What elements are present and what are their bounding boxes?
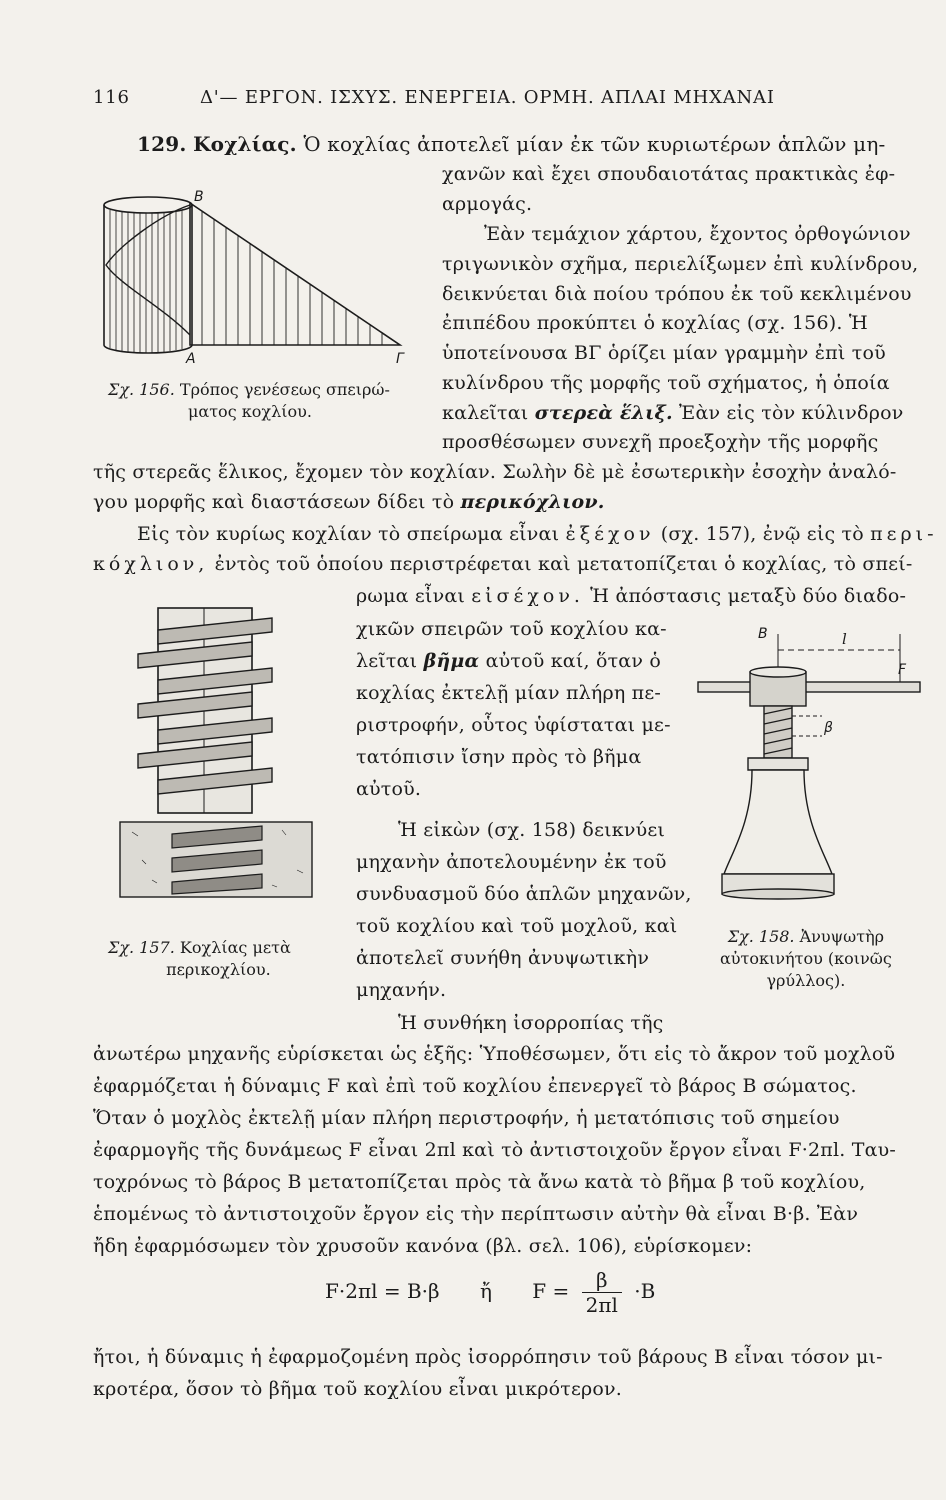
para5-line-2: ἀνωτέρω μηχανῆς εὑρίσκεται ὡς ἑξῆς: Ὑποθέσωμεν, ὅτι εἰς τὸ ἄκρον τοῦ μοχλοῦ [93, 1043, 896, 1065]
para5-line-8: ἤδη ἐφαρμόσωμεν τὸν χρυσοῦν κανόνα (βλ. σελ. 106), εὑρίσκομεν: [93, 1235, 753, 1257]
fig157-caption [108, 937, 291, 981]
term-internal: εἰσέχον. [471, 585, 584, 607]
fig158-label-l: l [842, 630, 847, 648]
para3-line-2 [93, 552, 913, 576]
para4-line-3: συνδυασμοῦ δύο ἁπλῶν μηχανῶν, [356, 883, 692, 905]
formula-denominator: 2πl [585, 1293, 618, 1317]
fig158-cap-num: Σχ. 158. [727, 927, 795, 946]
section-heading [137, 132, 886, 156]
para5-line-6: τοχρόνως τὸ βάρος Β μετατοπίζεται πρὸς τὰ ἄνω κατὰ τὸ βῆμα β τοῦ κοχλίου, [93, 1171, 866, 1193]
fig156-label-a: Α [186, 351, 196, 367]
para3-line-4: χικῶν σπειρῶν τοῦ κοχλίου κα- [356, 618, 667, 640]
text: αὐτοῦ καί, ὅταν ὁ [485, 650, 661, 672]
formula-conj: ἤ [479, 1279, 492, 1303]
formula-numerator: β [582, 1268, 622, 1293]
fig158-label-beta: β [824, 720, 833, 736]
text-analogou: γου μορφῆς καὶ διαστάσεων δίδει τὸ [93, 491, 455, 513]
para2-line-6: κυλίνδρου τῆς μορφῆς τοῦ σχήματος, ἡ ὁποία [442, 372, 890, 394]
para6-line-1: ἤτοι, ἡ δύναμις ἡ ἐφαρμοζομένη πρὸς ἰσορρόπησιν τοῦ βάρους Β εἶναι τόσον μι- [93, 1346, 883, 1368]
fig157-cap-l1: Κοχλίας μετὰ [179, 938, 291, 957]
para2-line-9: τῆς στερεᾶς ἕλικος, ἔχομεν τὸν κοχλίαν. Σωλὴν δὲ μὲ ἐσωτερικὴν ἐσοχὴν ἀναλό- [93, 461, 897, 483]
para3-line-8: τατόπισιν ἴσην πρὸς τὸ βῆμα [356, 746, 642, 768]
figure-158 [692, 612, 932, 922]
para1-line-3: αρμογάς. [442, 193, 533, 215]
para1-line-1: Ὁ κοχλίας ἀποτελεῖ μίαν ἐκ τῶν κυριωτέρων ἁπλῶν μη- [303, 132, 886, 156]
section-number: 129. [137, 132, 187, 156]
section-title: Κοχλίας. [193, 132, 297, 156]
para5-line-5: ἐφαρμογῆς τῆς δυνάμεως F εἶναι 2πl καὶ τὸ ἀντιστοιχοῦν ἔργον εἶναι F·2πl. Ταυ- [93, 1139, 897, 1161]
para3-line-3 [356, 584, 906, 608]
text: ἐντὸς τοῦ ὁποίου περιστρέφεται καὶ μετατοπίζεται ὁ κοχλίας, τὸ σπεί- [214, 553, 913, 575]
para1-line-2: χανῶν καὶ ἔχει σπουδαιοτάτας πρακτικὰς ἐφ- [442, 163, 896, 185]
fig158-cap-l3: γρύλλος). [766, 971, 846, 990]
fig156-cap-l1: Τρόπος γενέσεως σπειρώ- [179, 380, 390, 399]
para4-line-2: μηχανὴν ἀποτελουμένην ἐκ τοῦ [356, 851, 667, 873]
fig158-label-b: Β [758, 626, 768, 642]
para3-line-7: ριστροφήν, οὗτος ὑφίσταται με- [356, 714, 671, 736]
para5-line-7: ἑπομένως τὸ ἀντιστοιχοῦν ἔργον εἰς τὴν περίπτωσιν αὐτὴν θὰ εἶναι Β·β. Ἐὰν [93, 1203, 859, 1225]
text: Ἡ ἀπόστασις μεταξὺ δύο διαδο- [590, 585, 907, 607]
term-pitch: βῆμα [423, 650, 480, 672]
term-nut-spaced-cont: κόχλιον, [93, 553, 209, 575]
formula-fraction [582, 1268, 622, 1317]
para3-line-5 [356, 649, 661, 673]
text: Εἰς τὸν κυρίως κοχλίαν τὸ σπείρωμα εἶναι [137, 523, 560, 545]
text-ean: Ἐὰν εἰς τὸν κύλινδρον [679, 402, 904, 424]
fig156-label-g: Γ [396, 351, 404, 367]
para2-line-10 [93, 490, 605, 514]
para5-line-3: ἐφαρμόζεται ἡ δύναμις F καὶ ἐπὶ τοῦ κοχλίου ἐπενεργεῖ τὸ βάρος Β σώματος. [93, 1075, 857, 1097]
term-nut-spaced: περι- [870, 523, 938, 545]
para2-line-1: Ἐὰν τεμάχιον χάρτου, ἔχοντος ὀρθογώνιον [484, 223, 911, 245]
figure-157 [112, 600, 322, 910]
para5-line-4: Ὅταν ὁ μοχλὸς ἐκτελῇ μίαν πλήρη περιστροφήν, ἡ μετατόπισις τοῦ σημείου [93, 1107, 840, 1129]
text-kaleitai: καλεῖται [442, 402, 529, 424]
fig158-cap-l2: αὐτοκινήτου (κοινῶς [720, 949, 892, 968]
text: ρωμα εἶναι [356, 585, 466, 607]
text: λεῖται [356, 650, 418, 672]
para6-line-2: κροτέρα, ὅσον τὸ βῆμα τοῦ κοχλίου εἶναι μικρότερον. [93, 1378, 623, 1400]
para5-line-1: Ἡ συνθήκη ἰσορροπίας τῆς [398, 1012, 664, 1034]
fig158-caption [720, 926, 892, 992]
fig156-cap-l2: ματος κοχλίου. [188, 402, 312, 421]
para4-line-4: τοῦ κοχλίου καὶ τοῦ μοχλοῦ, καὶ [356, 915, 678, 937]
para2-line-7 [442, 401, 903, 425]
para4-line-1: Ἡ εἰκὼν (σχ. 158) δεικνύει [398, 819, 666, 841]
fig156-caption [108, 379, 390, 423]
para4-line-6: μηχανήν. [356, 979, 447, 1001]
para2-line-2: τριγωνικὸν σχῆμα, περιελίξωμεν ἐπὶ κυλίνδρου, [442, 253, 919, 275]
para2-line-8: προσθέσωμεν συνεχῆ προεξοχὴν τῆς μορφῆς [442, 431, 879, 453]
para2-line-5: ὑποτείνουσα ΒΓ ὁρίζει μίαν γραμμὴν ἐπὶ τοῦ [442, 342, 886, 364]
fig157-cap-l2: περικοχλίου. [166, 960, 271, 979]
formula [325, 1268, 655, 1317]
para2-line-4: ἐπιπέδου προκύπτει ὁ κοχλίας (σχ. 156). Ἡ [442, 312, 868, 334]
fig156-label-b: Β [194, 189, 204, 205]
para2-line-3: δεικνύεται διὰ ποίου τρόπου ἐκ τοῦ κεκλιμένου [442, 283, 912, 305]
fig156-cap-num: Σχ. 156. [108, 380, 175, 399]
term-nut: περικόχλιον. [460, 491, 605, 513]
para3-line-9: αὐτοῦ. [356, 778, 422, 800]
fig158-label-f: F [898, 662, 907, 678]
para3-line-1 [137, 522, 938, 546]
para3-line-6: κοχλίας ἐκτελῇ μίαν πλήρη πε- [356, 682, 661, 704]
running-title: Δ'— ΕΡΓΟΝ. ΙΣΧΥΣ. ΕΝΕΡΓΕΙΑ. ΟΡΜΗ. ΑΠΛΑΙ ΜΗΧΑΝΑΙ [200, 87, 775, 108]
para4-line-5: ἀποτελεῖ συνήθη ἀνυψωτικὴν [356, 947, 650, 969]
text: (σχ. 157), ἐνῷ εἰς τὸ [660, 523, 864, 545]
page-number: 116 [93, 87, 130, 108]
term-external: ἐξέχον [565, 523, 655, 545]
figure-156 [90, 185, 420, 370]
formula-left: F·2πl = Β·β [325, 1279, 440, 1303]
term-solid-helix: στερεὰ ἕλιξ. [534, 402, 673, 424]
fig158-cap-l1: Ἀνυψωτὴρ [799, 927, 885, 946]
fig157-cap-num: Σχ. 157. [108, 938, 175, 957]
formula-lhs: F = [532, 1279, 570, 1303]
formula-rhs: ·Β [634, 1279, 656, 1303]
